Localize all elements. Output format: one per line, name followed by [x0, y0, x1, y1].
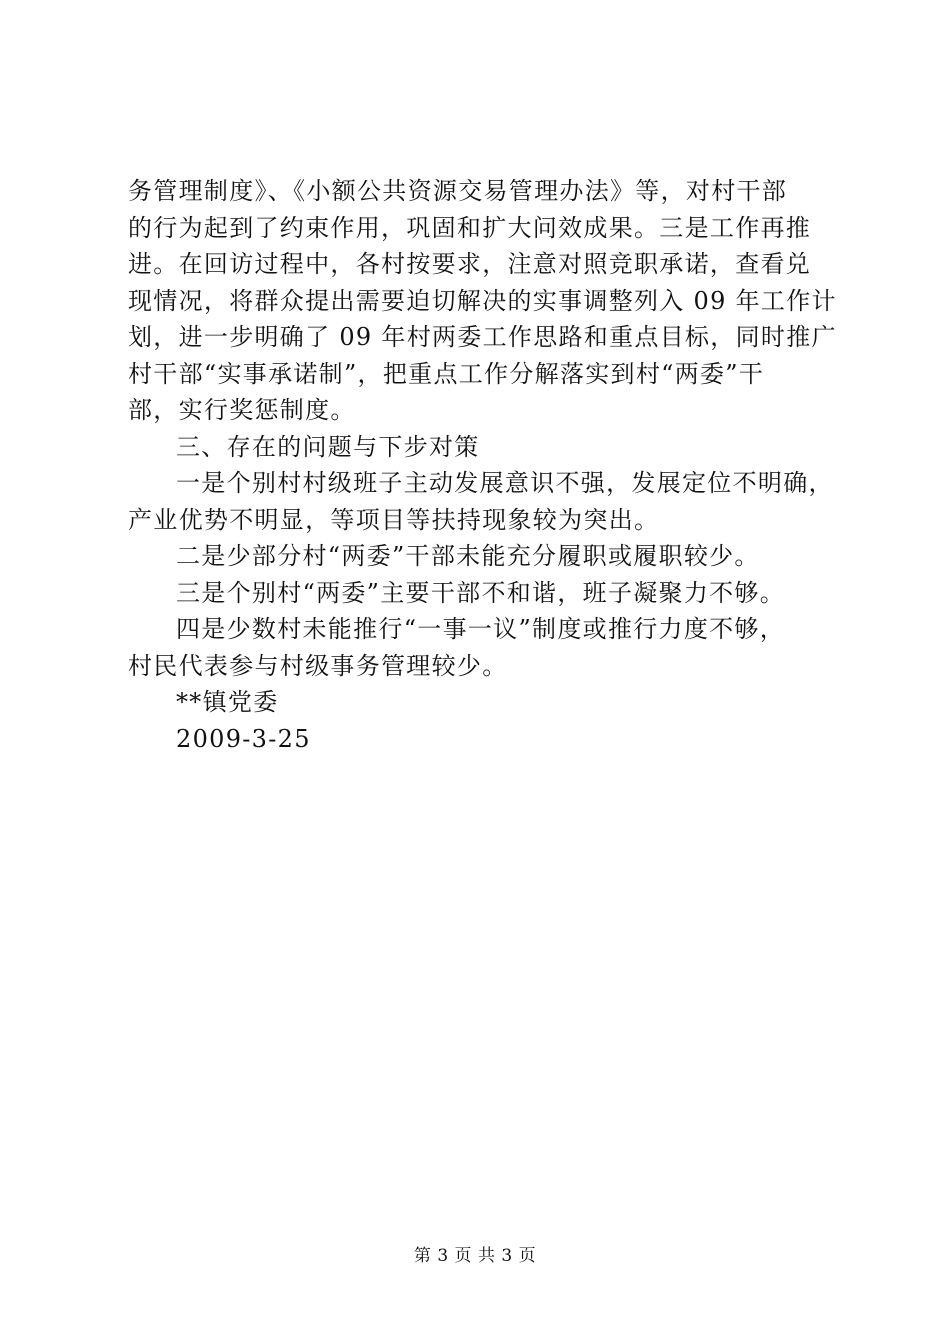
- body-line: 的行为起到了约束作用，巩固和扩大问效成果。三是工作再推: [128, 213, 812, 242]
- document-date: 2009-3-25: [176, 724, 311, 753]
- body-line: 划，进一步明确了 09 年村两委工作思路和重点目标，同时推广: [128, 323, 837, 351]
- page-footer: 第 3 页 共 3 页: [413, 1246, 537, 1266]
- problem-2: 二是少部分村“两委”干部未能充分履职或履职较少。: [176, 542, 760, 570]
- problem-1-line: 产业优势不明显，等项目等扶持现象较为突出。: [128, 505, 660, 534]
- problem-4-line: 四是少数村未能推行“一事一议”制度或推行力度不够，: [176, 615, 786, 643]
- problem-1-line: 一是个别村村级班子主动发展意识不强，发展定位不明确，: [176, 469, 834, 497]
- document-body: [128, 173, 837, 757]
- body-line: 进。在回访过程中，各村按要求，注意对照竞职承诺，查看兑: [128, 250, 812, 278]
- problem-4-line: 村民代表参与村级事务管理较少。: [128, 651, 508, 680]
- section-heading: 三、存在的问题与下步对策: [176, 432, 480, 461]
- signature: **镇党委: [176, 688, 279, 716]
- body-line: 现情况，将群众提出需要迫切解决的实事调整列入 09 年工作计: [128, 286, 837, 315]
- problem-3: 三是个别村“两委”主要干部不和谐，班子凝聚力不够。: [176, 578, 786, 607]
- body-line: 村干部“实事承诺制”，把重点工作分解落实到村“两委”干: [128, 359, 765, 388]
- body-line: 务管理制度》、《小额公共资源交易管理办法》等，对村干部: [128, 177, 788, 205]
- body-line: 部，实行奖惩制度。: [128, 396, 356, 424]
